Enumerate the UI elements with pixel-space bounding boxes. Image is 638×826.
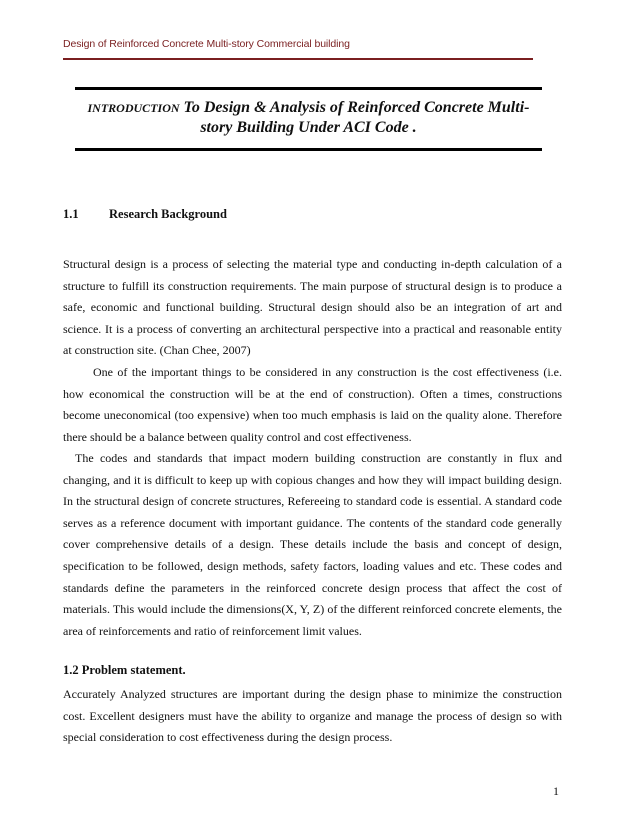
title-text: To Design & Analysis of Reinforced Concrete Multi-story Building Under ACI Code . — [183, 99, 530, 136]
header-rule — [63, 58, 533, 60]
paragraph-codes-standards: The codes and standards that impact modern building construction are constantly in flux and changing, and it is difficult to keep up with copious changes and how they will impact building design. In the structural design of concrete structures, Refereeing to standard code is essential. A standard code serves as a reference document with important guidance. The contents of the standard code generally cover comprehensive details of a design. These details include the basis and concept of design, specification to be followed, design methods, safety factors, loading values and etc. These codes and standards define the parameters in the reinforced concrete design process that affect the cost of materials. This would include the dimensions(X, Y, Z) of the different reinforced concrete elements, the area of reinforcements and ratio of reinforcement limit values. — [63, 451, 562, 638]
paragraph-structural-design: Structural design is a process of selecting the material type and conducting in-depth calculation of a structure to fulfill its construction requirements. The main purpose of structural design is to produce a safe, economic and functional building. Structural design should also be an integration of art and science. It is a process of converting an architectural perspective into a practical and reasonable entity at construction site. (Chan Chee, 2007) — [63, 257, 562, 358]
section-title: Research Background — [109, 207, 227, 221]
section-heading-1-1 — [63, 207, 227, 222]
document-title — [75, 98, 542, 138]
section-heading-1-2: 1.2 Problem statement. — [63, 663, 186, 677]
paragraph-cost-effectiveness: One of the important things to be considered in any construction is the cost effectiveness (i.e. how economical the construction will be at the end of construction). Often a times, constructions become uneconomical (too expensive) when too much emphasis is laid on the quality alone. Therefore there should be a balance between quality control and cost effectiveness. — [63, 365, 562, 444]
paragraph-problem-statement: Accurately Analyzed structures are important during the design phase to minimize the construction cost. Excellent designers must have the ability to organize and manage the process of design so with special consideration to cost effectiveness during the design process. — [63, 687, 562, 745]
title-lead: INTRODUCTION — [87, 101, 180, 115]
running-header: Design of Reinforced Concrete Multi-story Commercial building — [63, 38, 350, 50]
title-top-rule — [75, 87, 542, 90]
section-number: 1.1 — [63, 207, 79, 221]
page-number: 1 — [553, 784, 559, 798]
title-bottom-rule — [75, 148, 542, 151]
